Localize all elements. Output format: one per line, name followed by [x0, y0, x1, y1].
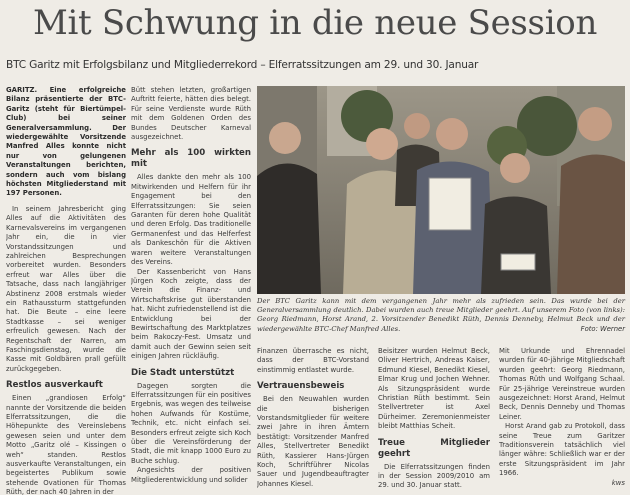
caption-text: Der BTC Garitz kann mit dem vergangenen Jahr mehr als zufrieden sein. Das wurde bei der Generalversammlung deutlich. Dabei wurden auch treue Mitglieder geehrt. Auf unserem Foto (von links): Georg Riedmann, Horst Arand, 2. Vorsitzender Benedikt Rüth, Dennis Denneby, Helmut Beck und der wiedergewählte BTC-Chef Manfred Alles.: [257, 297, 625, 333]
photo-credit: Foto: Werner: [580, 324, 625, 333]
author-tag: kws: [611, 478, 625, 487]
paragraph: Der Kassenbericht von Hans Jürgen Koch zeigte, dass der Verein die Finanz- und Wirtschaftskrise gut überstanden hat. Nicht zufriedenstellend ist die Entwicklung bei der Bewirtschaftung des Marktplatzes beim Rakoczy-Fest. Umsatz und damit auch der Gewinn seien seit einigen Jahren rückläufig.: [131, 267, 251, 361]
group-photo: [257, 86, 625, 294]
paragraph: Alles dankte den mehr als 100 Mitwirkenden und Helfern für ihr Engagement bei den Elferratssitzungen: Sie seien Garanten für deren hohe Qualität und deren Erfolg. Das traditionelle Germanenfest und das Helferfest als Dankeschön für die Aktiven waren weitere Veranstaltungen des Vereins.: [131, 173, 251, 267]
lead-place: GARITZ.: [6, 86, 38, 94]
group-photo-illustration: [257, 86, 625, 294]
article-column-3: [257, 347, 369, 495]
paragraph: Bütt stehen letzten, großartigen Auftritt feierte, hätten dies belegt. Für seine Verdienste wurde Rüth mit dem Goldenen Orden des Bundes Deutscher Karneval ausgezeichnet.: [131, 86, 251, 142]
lead-text: Eine erfolgreiche Bilanz präsentierte der BTC-Garitz (steht für Biertümpel-Club) bei seiner Generalversammlung. Der wiedergewählte Vorsitzende Manfred Alles konnte nicht nur von gelungenen Veranstaltungen berichten, sondern auch vom bislang höchsten Mitgliederstand mit 197 Personen.: [6, 86, 126, 198]
paragraph: Einen „grandiosen Erfolg“ nannte der Vorsitzende die beiden Elferratssitzungen, die die Höhepunkte des Vereinslebens gewesen seien und unter dem Motto „Garitz olé – Kissingen o weh“ standen. Restlos ausverkaufte Veranstaltungen, ein begeistertes Publikum sowie stehende Ovationen für Thomas Rüth, der nach 40 Jahren in der: [6, 394, 126, 495]
article-column-5: [499, 347, 625, 495]
article-column-4: [378, 347, 490, 495]
paragraph: Bei den Neuwahlen wurden die bisherigen Vorstandsmitglieder für weitere zwei Jahre in ihren Ämtern bestätigt: Vorsitzender Manfred Alles, Stellvertreter Benedikt Rüth, Kassierer Hans-Jürgen Koch, Schriftführer Nicolas Sauer und Jugendbeauftragter Johannes Kiesel.: [257, 395, 369, 488]
subheadline: BTC Garitz mit Erfolgsbilanz und Mitgliederrekord – Elferratssitzungen am 29. und 30. Januar: [6, 59, 479, 71]
article-column-2: [131, 86, 251, 495]
headline: Mit Schwung in die neue Session: [32, 3, 598, 43]
section-heading: Treue Mitglieder geehrt: [378, 437, 490, 459]
paragraph: Horst Arand gab zu Protokoll, dass seine Treue zum Garitzer Traditionsverein tatsächlich viel länger währe: Schließlich war er der erste Sitzungspräsident im Jahr 1966.: [499, 422, 625, 478]
lead-paragraph: [6, 86, 126, 199]
paragraph: Beisitzer wurden Helmut Beck, Oliver Hertrich, Andreas Kaiser, Edmund Kiesel, Benedikt Kiesel, Elmar Krug und Jochen Wehner. Als Sitzungspräsident wurde Christian Rüth bestimmt. Sein Stellvertreter ist Axel Dürheimer. Zeremonienmeister bleibt Matthias Scheit.: [378, 347, 490, 431]
paragraph: Finanzen überrasche es nicht, dass der BTC-Vorstand einstimmig entlastet wurde.: [257, 347, 369, 374]
paragraph: Mit Urkunde und Ehrennadel wurden für 40-jährige Mitgliedschaft wurden geehrt: Georg Riedmann, Thomas Rüth und Wolfgang Schaal. Für 25-jährige Vereinstreue wurden ausgezeichnet: Horst Arand, Helmut Beck, Dennis Denneby und Thomas Leiner.: [499, 347, 625, 421]
section-heading: Mehr als 100 wirkten mit: [131, 148, 251, 170]
section-heading: Die Stadt unterstützt: [131, 367, 235, 378]
section-heading: Restlos ausverkauft: [6, 380, 103, 391]
photo-caption: [257, 297, 625, 334]
paragraph: Die Elferratssitzungen finden in der Session 2009/2010 am 29. und 30. Januar statt.: [378, 462, 490, 490]
paragraph: Dagegen sorgten die Elferratssitzungen für ein positives Ergebnis, was wegen des teilweise hohen Aufwands für Kostüme, Technik, etc. nicht einfach sei. Besonders erfreut zeigte sich Koch über die Vereinsförderung der Stadt, die mit knapp 1000 Euro zu Buche schlug.: [131, 381, 251, 465]
section-heading: Vertrauensbeweis: [257, 381, 345, 392]
paragraph: Angesichts der positiven Mitgliederentwicklung und solider: [131, 466, 251, 484]
article-column-1: [6, 86, 126, 495]
paragraph: In seinem Jahresbericht ging Alles auf die Aktivitäten des Karnevalsvereins im vergangenen Jahr ein, die in vier Vorstandssitzungen und zahlreichen Besprechungen vorbereitet wurden. Besonders erfreut war Alles über die Tatsache, dass nach langjähriger Abstinenz 2008 erstmals wieder ein Rathaussturm stattgefunden hat. Die Beute – eine leere Stadtkasse – sei weniger erfreulich gewesen. Nach der Regentschaft der Narren, am Faschingsdienstag, wurde die Kasse mit Goldbären prall gefüllt zurückgegeben.: [6, 204, 126, 373]
